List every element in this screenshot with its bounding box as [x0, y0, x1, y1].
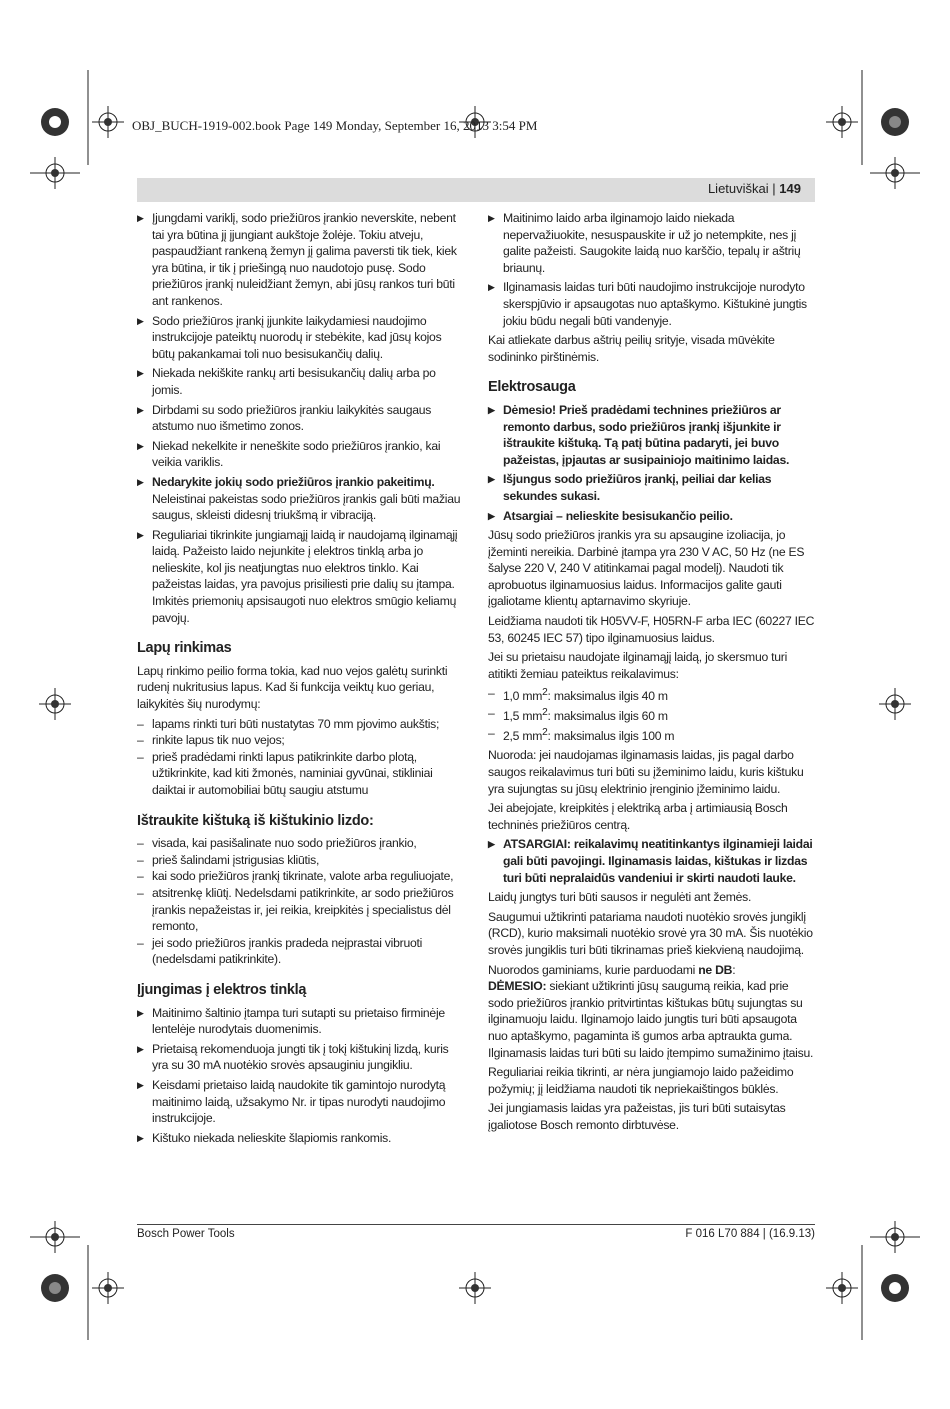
section-heading-leaf-collection: Lapų rinkimas	[137, 640, 232, 657]
paragraph: Leidžiama naudoti tik H05VV-F, H05RN-F arba IEC (60227 IEC 53, 60245 IEC 57) tipo ilginamuosius laidus.	[488, 614, 815, 645]
section-heading-mains-connection: Įjungimas į elektros tinklą	[137, 981, 307, 998]
superscript: 2	[542, 687, 548, 699]
dash-item	[488, 705, 816, 725]
dash-item: – kai sodo priežiūros įrankį tikrinate, valote arba reguliuojate,	[137, 868, 463, 885]
cable-length: : maksimalus ilgis 60 m	[547, 709, 668, 724]
cable-length: : maksimalus ilgis 100 m	[547, 728, 675, 743]
paragraph: Jūsų sodo priežiūros įrankis yra su apsaugine izoliacija, jo įžeminti nereikia. Darbinė įtampa yra 230 V AC, 50 Hz (ne ES šalyse 220 V, 240 V atitinkamai pagal modelį). Naudoti tik aprobuotus ilginamuosius laidus. Informacijos galite gauti įgaliotame klientų aptarnavimo skyriuje.	[488, 528, 805, 609]
paragraph: Laidų jungtys turi būti sausos ir negulėti ant žemės.	[488, 890, 752, 905]
bullet-text: Neleistinai pakeistas sodo priežiūros įrankis gali būti mažiau saugus, skleisti didesnį triukšmą ir vibraciją.	[152, 491, 461, 523]
safety-bullet: ▶ Niekada nekiškite rankų arti besisukančių dalių arba po jomis.	[137, 365, 463, 398]
book-info-line: OBJ_BUCH-1919-002.book Page 149 Monday, September 16, 2013 3:54 PM	[132, 118, 538, 133]
cable-length: : maksimalus ilgis 40 m	[547, 689, 668, 704]
cable-size: 1,5 mm	[503, 709, 543, 724]
footer-rule	[137, 1224, 815, 1225]
text: siekiant užtikrinti jūsų saugumą reikia, kad prie sodo priežiūros įrankio pritvirtintas kištukas būtų sujungtas su ilginamuoju laidu. Ilginamojo laido jungtis turi būti apsaugota nuo aptaškymo, pagaminta iš gumos arba aptraukta guma. Ilginamasis laidas turi būti su laido įtempimo sumažinimo įtaisu.	[488, 979, 814, 1060]
safety-bullet: ▶ Reguliariai tikrinkite jungiamąjį laidą ir naudojamą ilginamąjį laidą. Pažeisto laido nejunkite į elektros tinklą arba jo nelieskite, kol jis neatjungtas nuo elektros tinklo. Kai pažeistas laidas, yra pavojus prisiliesti prie dalių su įtampa. Imkitės priemonių apsisaugoti nuo elektros smūgio keliamų pavojų.	[137, 527, 463, 627]
paragraph: Jei su prietaisu naudojate ilginamąjį laidą, jo skersmuo turi atitikti žemiau pateiktus reikalavimus:	[488, 650, 788, 681]
dash-item: – prieš šalindami įstrigusias kliūtis,	[137, 852, 463, 869]
text: Nuorodos gaminiams, kurie parduodami	[488, 962, 699, 977]
page-header	[708, 181, 801, 196]
safety-bullet: ▶ Ilginamasis laidas turi būti naudojimo instrukcijoje nurodyto skerspjūvio ir apsaugotas nuo aptaškymo. Kištukinė jungtis jokiu būdu negali būti vandenyje.	[488, 279, 816, 329]
paragraph: Lapų rinkimo peilio forma tokia, kad nuo vejos galėtų surinkti rudenį nukritusius lapus. Kad ši funkcija veiktų kuo geriau, laikykitės šių nurodymų:	[137, 663, 448, 712]
safety-bullet-bold: ▶ Išjungus sodo priežiūros įrankį, peiliai dar kelias sekundes sukasi.	[488, 471, 816, 504]
safety-bullet: ▶ Dirbdami su sodo priežiūros įrankiu laikykitės saugaus atstumo nuo išmetimo zonos.	[137, 402, 463, 435]
bullet-bold-text: Nedarykite jokių sodo priežiūros įrankio pakeitimų.	[152, 474, 435, 489]
bold-text: DĖMESIO:	[488, 979, 547, 994]
page-header-bar	[137, 178, 815, 202]
safety-bullet: ▶ Niekad nekelkite ir neneškite sodo priežiūros įrankio, kai veikia variklis.	[137, 438, 463, 471]
right-column	[488, 210, 816, 1136]
paragraph: Jei abejojate, kreipkitės į elektriką arba į artimiausią Bosch techninės priežiūros centrą.	[488, 801, 788, 832]
superscript: 2	[542, 707, 548, 719]
dash-item: – lapams rinkti turi būti nustatytas 70 mm pjovimo aukštis;	[137, 716, 463, 733]
dash-item: – jei sodo priežiūros įrankis pradeda neįprastai vibruoti (nedelsdami patikrinkite).	[137, 935, 463, 968]
safety-bullet: ▶ Keisdami prietaiso laidą naudokite tik gamintojo nurodytą maitinimo laidą, užsakymo Nr. ir tipas nurodyti naudojimo instrukcijoje.	[137, 1077, 463, 1127]
safety-bullet-bold: ▶ Dėmesio! Prieš pradėdami technines priežiūros ar remonto darbus, sodo priežiūros įrankį išjunkite ir ištraukite kištuką. Tą patį būtina padaryti, jei buvo pažeistas, įpjautas ar susipainiojo maitinimo laidas.	[488, 402, 816, 468]
safety-bullet-bold: ▶ Atsargiai – nelieskite besisukančio peilio.	[488, 508, 816, 525]
paragraph: Kai atliekate darbus aštrių peilių srityje, visada mūvėkite sodininko pirštinėmis.	[488, 333, 775, 364]
footer-doc-number: F 016 L70 884 | (16.9.13)	[685, 1228, 815, 1240]
safety-bullet: ▶ Įjungdami variklį, sodo priežiūros įrankio neverskite, nebent tai yra būtina jį įjungiant aukštoje žolėje. Tokiu atveju, paspaudžiant rankeną žemyn jį galima paversti tik tiek, kiek yra būtina, ir tik į priešingą nuo naudotojo pusę. Sodo priežiūros įrankį nuleidžiant žemyn, abi jūsų rankos turi būti ant rankenos.	[137, 210, 463, 310]
paragraph: Reguliariai reikia tikrinti, ar nėra jungiamojo laido pažeidimo požymių; jį leidžiama naudoti tik nepriekaištingos būklės.	[488, 1065, 794, 1096]
bold-text: ne DB	[698, 962, 733, 977]
cable-size: 1,0 mm	[503, 689, 543, 704]
paragraph	[488, 978, 816, 1061]
safety-bullet-bold: ▶ ATSARGIAI: reikalavimų neatitinkantys ilginamieji laidai gali būti pavojingi. Ilginamasis laidas, kištukas ir lizdas turi būti nepralaidūs vandeniui ir skirti naudoti lauke.	[488, 836, 816, 886]
dash-item: – prieš pradėdami rinkti lapus patikrinkite darbo plotą, užtikrinkite, kad kiti žmonės, naminiai gyvūnai, stikliniai daiktai ir automobiliai būtų saugiu atstumu	[137, 749, 463, 799]
dash-item: – rinkite lapus tik nuo vejos;	[137, 732, 463, 749]
dash-item: – atsitrenkę kliūtį. Nedelsdami patikrinkite, ar sodo priežiūros įrankis nepažeistas ir, jei reikia, kreipkitės į specialistus dėl remonto,	[137, 885, 463, 935]
text: :	[732, 962, 736, 977]
header-language: Lietuviškai	[707, 181, 769, 196]
footer-brand: Bosch Power Tools	[137, 1228, 235, 1240]
paragraph: Saugumui užtikrinti patariama naudoti nuotėkio srovės jungiklį (RCD), kurio maksimali nuotėkio srovė yra 30 mA. Šis nuotėkio srovės jungiklis turi būti tikrinamas prieš kiekvieną naudojimą.	[488, 909, 813, 957]
paragraph	[488, 962, 816, 979]
paragraph: Nuoroda: jei naudojamas ilginamasis laidas, jis pagal darbo saugos reikalavimus turi būti su įžeminimo laidu, kuris kištuku yra sujungtas su jūsų elektrinio įrenginio įžeminimo laidu.	[488, 748, 804, 796]
section-heading-unplug: Ištraukite kištuką iš kištukinio lizdo:	[137, 812, 374, 829]
section-heading-electrical-safety: Elektrosauga	[488, 379, 576, 396]
safety-bullet: ▶ Maitinimo šaltinio įtampa turi sutapti su prietaiso firminėje lentelėje nurodytais duomenimis.	[137, 1005, 463, 1038]
safety-bullet: ▶ Kištuko niekada nelieskite šlapiomis rankomis.	[137, 1130, 463, 1147]
superscript: 2	[542, 726, 548, 738]
dash-item	[488, 725, 816, 745]
safety-bullet: ▶ Sodo priežiūros įrankį įjunkite laikydamiesi naudojimo instrukcijoje pateiktų nuorodų ir stebėkite, kad jūsų kojos būtų pakankamai toli nuo besisukančių dalių.	[137, 313, 463, 363]
left-column	[137, 210, 463, 1149]
paragraph: Jei jungiamasis laidas yra pažeistas, jis turi būti sutaisytas įgaliotose Bosch remonto dirbtuvėse.	[488, 1101, 786, 1132]
page-number: 149	[779, 181, 801, 196]
header-separator: |	[772, 181, 776, 196]
safety-bullet: ▶ Prietaisą rekomenduoja jungti tik į tokį kištukinį lizdą, kuris yra su 30 mA nuotėkio srovės apsauginiu jungikliu.	[137, 1041, 463, 1074]
cable-size: 2,5 mm	[503, 728, 543, 743]
safety-bullet	[137, 474, 463, 524]
safety-bullet: ▶ Maitinimo laido arba ilginamojo laido niekada nepervažiuokite, nesuspauskite ir už jo netempkite, nes jį galite pažeisti. Saugokite laidą nuo karščio, tepalų ir aštrių briaunų.	[488, 210, 816, 276]
dash-item: – visada, kai pasišalinate nuo sodo priežiūros įrankio,	[137, 835, 463, 852]
dash-item	[488, 685, 816, 705]
